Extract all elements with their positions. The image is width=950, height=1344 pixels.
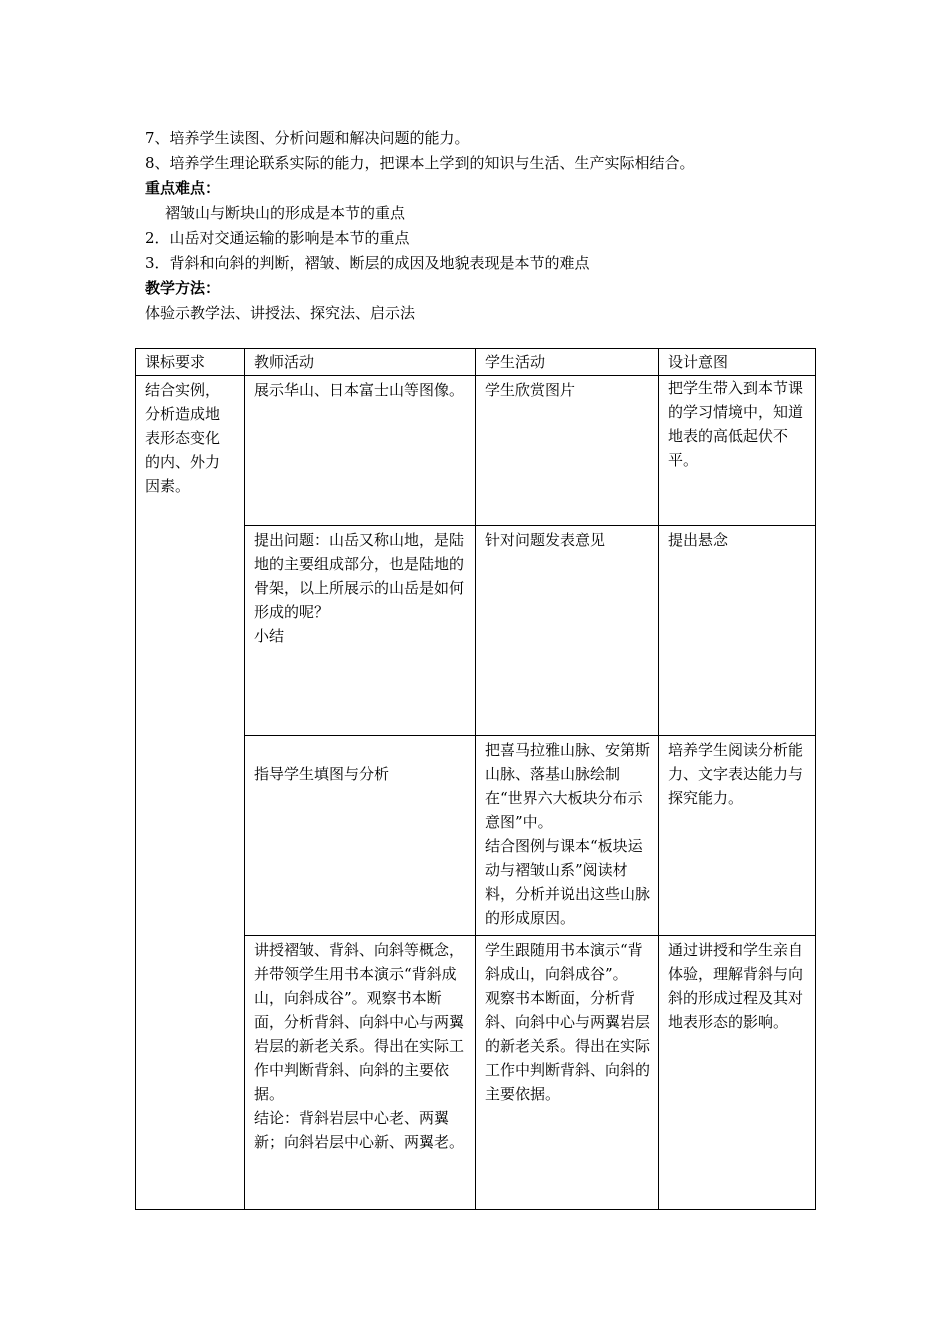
key-point-2: 2．山岳对交通运输的影响是本节的重点 xyxy=(145,229,410,247)
teacher-cell: 指导学生填图与分析 xyxy=(245,736,476,936)
teacher-cell: 讲授褶皱、背斜、向斜等概念，并带领学生用书本演示“背斜成山，向斜成谷”。观察书本断面，分析背斜、向斜中心与两翼岩层的新老关系。得出在实际工作中判断背斜、向斜的主要依据。 结论：背斜岩层中心老、两翼新；向斜岩层中心新、两翼老。 xyxy=(245,936,476,1210)
key-point-3: 3．背斜和向斜的判断，褶皱、断层的成因及地貌表现是本节的难点 xyxy=(145,254,590,272)
table-header-row xyxy=(136,349,816,376)
design-cell: 把学生带入到本节课的学习情境中，知道地表的高低起伏不平。 xyxy=(659,376,816,526)
header-student-activity: 学生活动 xyxy=(476,349,659,376)
teaching-methods: 体验示教学法、讲授法、探究法、启示法 xyxy=(145,304,416,322)
design-cell: 提出悬念 xyxy=(659,526,816,736)
teaching-method-heading: 教学方法： xyxy=(145,279,221,297)
student-cell: 针对问题发表意见 xyxy=(476,526,659,736)
key-point-1: 褶皱山与断块山的形成是本节的重点 xyxy=(165,204,406,222)
design-cell: 培养学生阅读分析能力、文字表达能力与探究能力。 xyxy=(659,736,816,936)
key-points-heading: 重点难点： xyxy=(145,179,221,197)
student-cell: 学生欣赏图片 xyxy=(476,376,659,526)
teacher-cell: 展示华山、日本富士山等图像。 xyxy=(245,376,476,526)
objective-8: 8、培养学生理论联系实际的能力，把课本上学到的知识与生活、生产实际相结合。 xyxy=(145,154,695,172)
lesson-plan-table xyxy=(135,348,816,1210)
student-cell: 把喜马拉雅山脉、安第斯山脉、落基山脉绘制在“世界六大板块分布示意图”中。 结合图例与课本“板块运动与褶皱山系”阅读材料，分析并说出这些山脉的形成原因。 xyxy=(476,736,659,936)
header-design-intent: 设计意图 xyxy=(659,349,816,376)
objective-7: 7、培养学生读图、分析问题和解决问题的能力。 xyxy=(145,129,470,147)
table-row xyxy=(136,376,816,526)
requirement-cell: 结合实例， 分析造成地 表形态变化 的内、外力 因素。 xyxy=(136,376,245,1210)
student-cell: 学生跟随用书本演示“背斜成山，向斜成谷”。 观察书本断面，分析背斜、向斜中心与两翼岩层的新老关系。得出在实际工作中判断背斜、向斜的主要依据。 xyxy=(476,936,659,1210)
design-cell: 通过讲授和学生亲自体验，理解背斜与向斜的形成过程及其对地表形态的影响。 xyxy=(659,936,816,1210)
header-requirement: 课标要求 xyxy=(136,349,245,376)
header-teacher-activity: 教师活动 xyxy=(245,349,476,376)
teacher-cell: 提出问题：山岳又称山地，是陆地的主要组成部分，也是陆地的骨架，以上所展示的山岳是如何形成的呢？ 小结 xyxy=(245,526,476,736)
